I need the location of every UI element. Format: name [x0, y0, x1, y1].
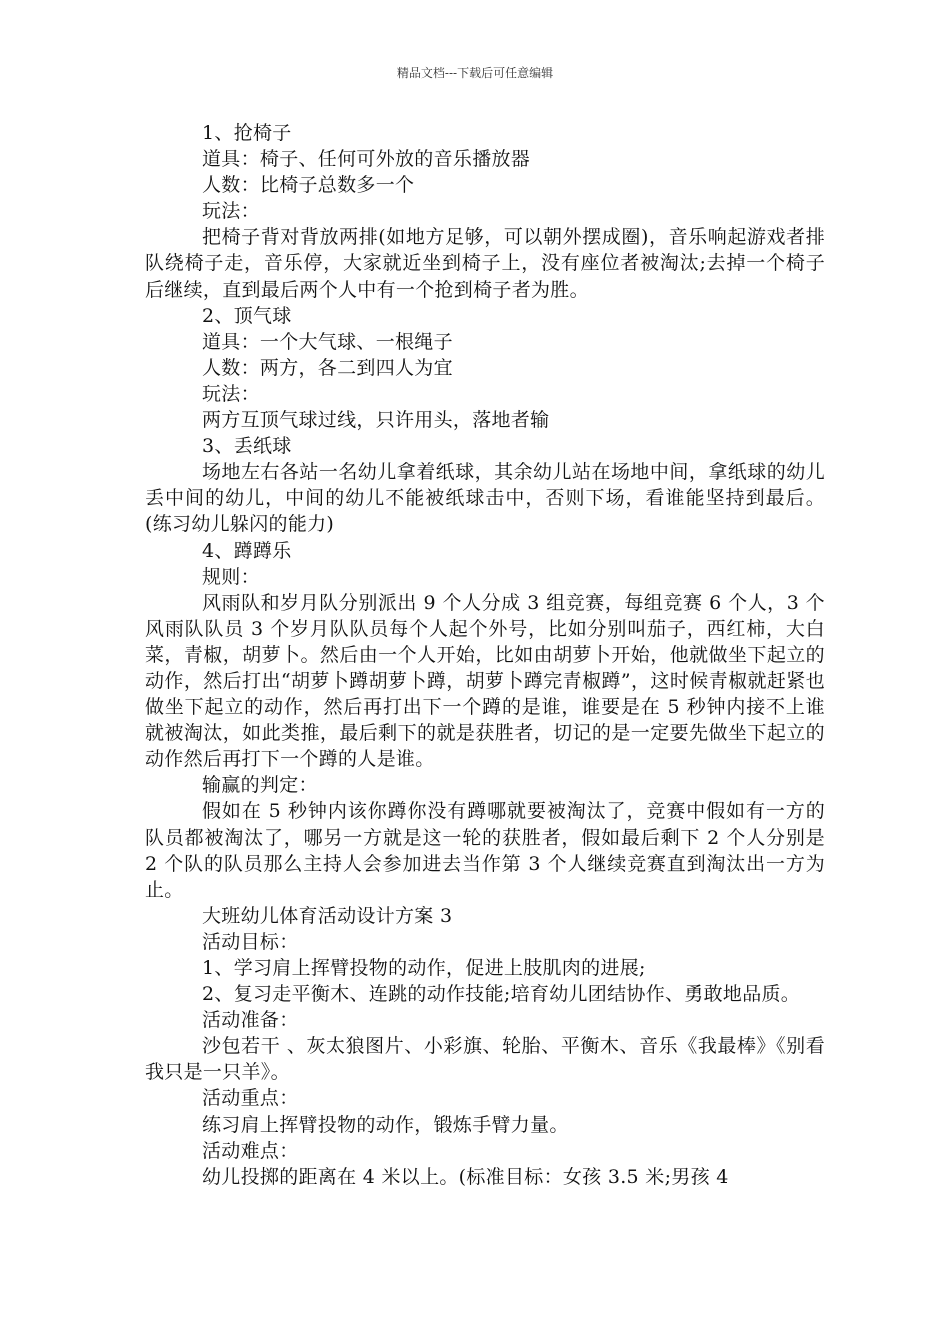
- paragraph: 沙包若干 、灰太狼图片、小彩旗、轮胎、平衡木、音乐《我最棒》《别看我只是一只羊》。: [145, 1035, 825, 1084]
- page-header: 精品文档---下载后可任意编辑: [396, 66, 554, 80]
- difficulty-label: 活动难点：: [202, 1139, 299, 1162]
- section-title-balloon: 2、顶气球: [202, 304, 292, 327]
- howto-label: 玩法：: [202, 382, 260, 405]
- section-title-squat: 4、蹲蹲乐: [202, 539, 292, 562]
- paragraph: 两方互顶气球过线，只许用头，落地者输: [202, 409, 550, 432]
- section-title-chairs: 1、抢椅子: [202, 122, 292, 144]
- section-title-paper-ball: 3、丢纸球: [202, 435, 292, 458]
- paragraph: 假如在 5 秒钟内该你蹲你没有蹲哪就要被淘汰了，竞赛中假如有一方的队员都被淘汰了，哪另一方就是这一轮的获胜者，假如最后剩下 2 个人分别是 2 个队的队员那么主持人会参加进去当作第 3 个人继续竞赛直到淘汰出一方为止。: [145, 800, 825, 901]
- plan-title: 大班幼儿体育活动设计方案 3: [202, 904, 453, 927]
- goals-label: 活动目标：: [202, 930, 299, 953]
- judgement-label: 输赢的判定：: [202, 774, 318, 797]
- props-line: 道具：椅子、任何可外放的音乐播放器: [202, 148, 531, 171]
- document-body: [145, 120, 825, 1190]
- paragraph: 风雨队和岁月队分别派出 9 个人分成 3 组竞赛，每组竞赛 6 个人，3 个风雨队队员 3 个岁月队队员每个人起个外号，比如分别叫茄子，西红柿，大白菜，青椒，胡萝卜。然后由一个人开始，比如由胡萝卜开始，他就做坐下起立的动作，然后打出“胡萝卜蹲胡萝卜蹲，胡萝卜蹲完青椒蹲”，这时候青椒就赶紧也做坐下起立的动作，然后再打出下一个蹲的是谁，谁要是在 5 秒钟内接不上谁就被淘汰，如此类推，最后剩下的就是获胜者，切记的是一定要先做坐下起立的动作然后再打下一个蹲的人是谁。: [145, 591, 825, 771]
- goal-item: 2、复习走平衡木、连跳的动作技能;培育幼儿团结协作、勇敢地品质。: [202, 983, 801, 1006]
- paragraph: 练习肩上挥臂投物的动作，锻炼手臂力量。: [202, 1113, 569, 1136]
- players-line: 人数：两方，各二到四人为宜: [202, 356, 453, 379]
- paragraph: 把椅子背对背放两排(如地方足够，可以朝外摆成圈)，音乐响起游戏者排队绕椅子走，音乐停，大家就近坐到椅子上，没有座位者被淘汰;去掉一个椅子后继续，直到最后两个人中有一个抢到椅子者为胜。: [145, 226, 825, 301]
- paragraph: 幼儿投掷的距离在 4 米以上。(标准目标：女孩 3.5 米;男孩 4: [202, 1165, 729, 1188]
- paragraph: 场地左右各站一名幼儿拿着纸球，其余幼儿站在场地中间，拿纸球的幼儿丢中间的幼儿，中间的幼儿不能被纸球击中，否则下场，看谁能坚持到最后。(练习幼儿躲闪的能力): [145, 461, 825, 536]
- props-line: 道具：一个大气球、一根绳子: [202, 330, 453, 353]
- howto-label: 玩法：: [202, 200, 260, 223]
- key-points-label: 活动重点：: [202, 1087, 299, 1110]
- preparation-label: 活动准备：: [202, 1009, 299, 1032]
- players-line: 人数：比椅子总数多一个: [202, 174, 415, 197]
- goal-item: 1、学习肩上挥臂投物的动作，促进上肢肌肉的进展;: [202, 957, 646, 979]
- rules-label: 规则：: [202, 565, 260, 588]
